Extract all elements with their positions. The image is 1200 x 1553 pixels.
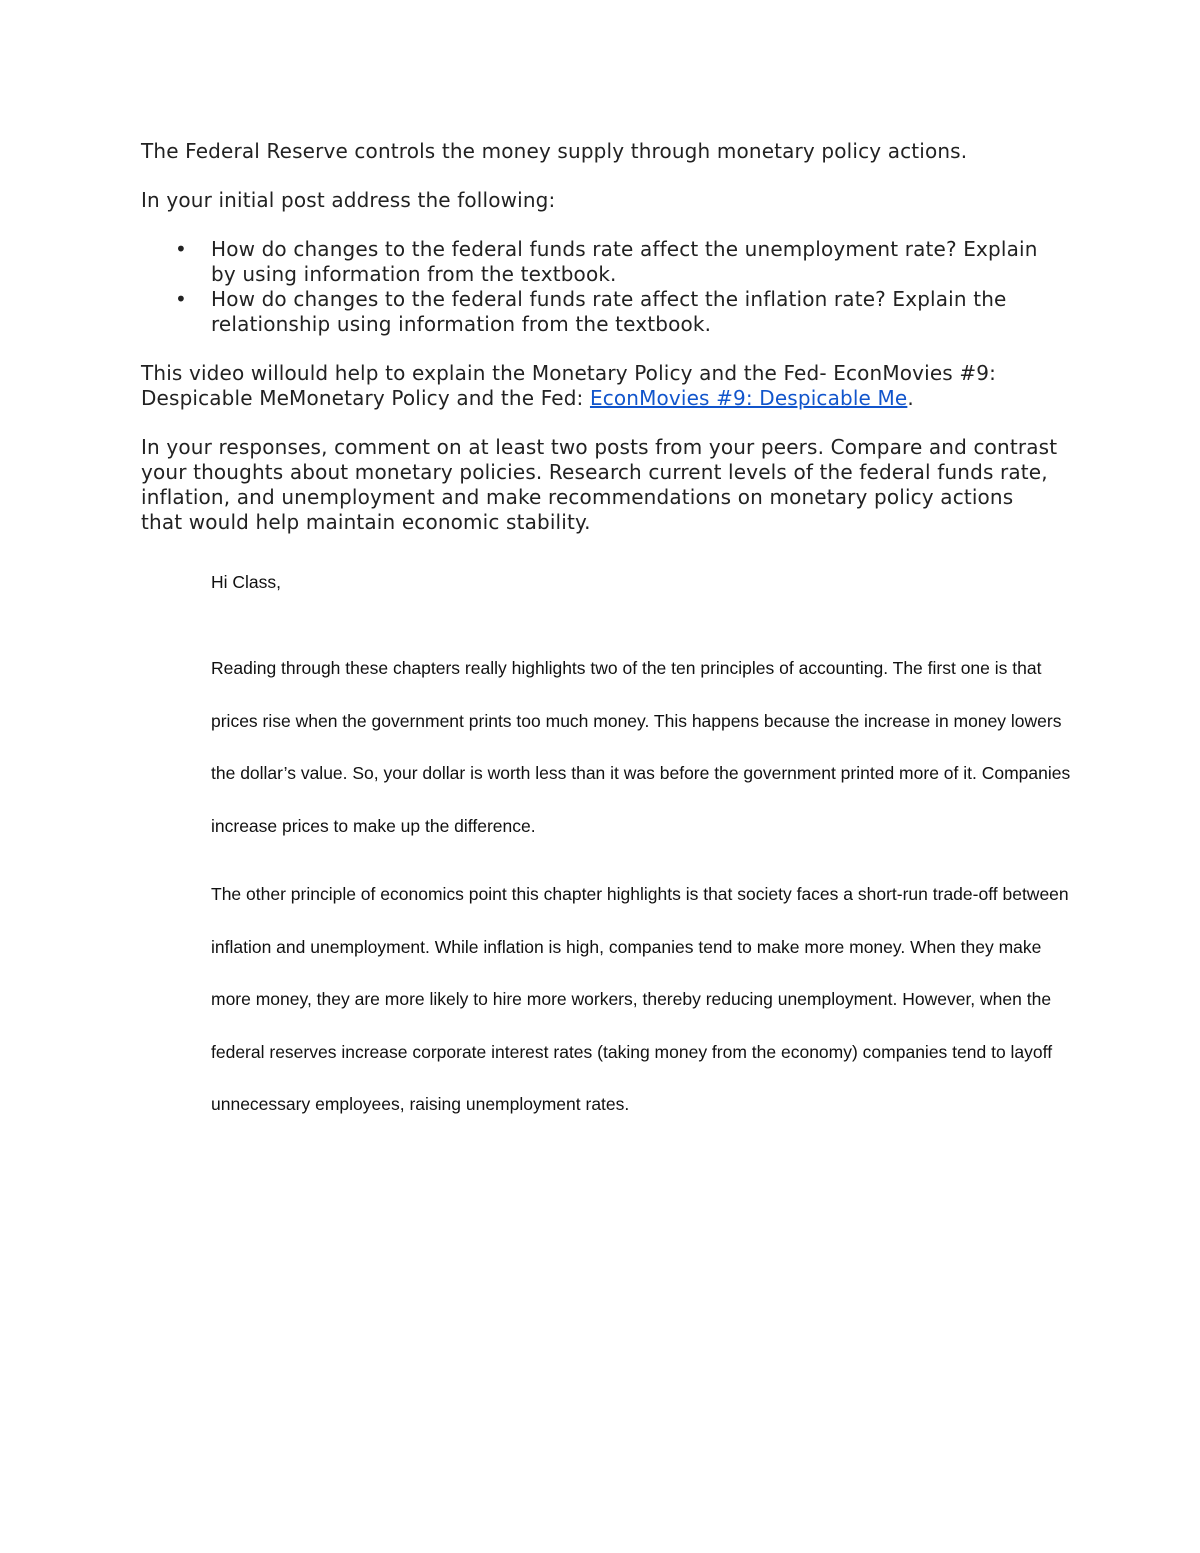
- list-item: [175, 237, 1061, 287]
- question-2: How do changes to the federal funds rate affect the inflation rate? Explain the relationship using information from the textbook.: [211, 287, 1007, 336]
- student-response: [211, 568, 1071, 1147]
- video-text: This video willould help to explain the Monetary Policy and the Fed- EconMovies #9: Despicable MeMonetary Policy and the Fed:: [141, 361, 997, 410]
- list-item: [175, 287, 1061, 337]
- prompt-question-list: [141, 237, 1061, 337]
- video-end: .: [907, 386, 914, 410]
- response-paragraph-2: The other principle of economics point this chapter highlights is that society faces a short-run trade-off between inflation and unemployment. While inflation is high, companies tend to make more money. When they make more money, they are more likely to hire more workers, thereby reducing unemployment. However, when the federal reserves increase corporate interest rates (taking money from the economy) companies tend to layoff unnecessary employees, raising unemployment rates.: [211, 884, 1069, 1114]
- prompt-intro: The Federal Reserve controls the money supply through monetary policy actions.: [141, 139, 968, 163]
- responses-instruction: In your responses, comment on at least two posts from your peers. Compare and contrast your thoughts about monetary policies. Research current levels of the federal funds rate, inflation, and unemployment and make recommendations on monetary policy actions that would help maintain economic stability.: [141, 435, 1058, 534]
- prompt-instruction: In your initial post address the following:: [141, 188, 556, 212]
- response-greeting: Hi Class,: [211, 572, 282, 592]
- bullet-icon: •: [175, 287, 187, 311]
- question-1: How do changes to the federal funds rate affect the unemployment rate? Explain by using information from the textbook.: [211, 237, 1038, 286]
- response-paragraph-1: Reading through these chapters really highlights two of the ten principles of accounting. The first one is that prices rise when the government prints too much money. This happens because the increase in money lowers the dollar’s value. So, your dollar is worth less than it was before the government printed more of it. Companies increase prices to make up the difference.: [211, 658, 1071, 836]
- video-paragraph: [141, 361, 1061, 411]
- bullet-icon: •: [175, 237, 187, 261]
- video-link[interactable]: EconMovies #9: Despicable Me: [589, 386, 908, 410]
- assignment-prompt: [141, 139, 1061, 559]
